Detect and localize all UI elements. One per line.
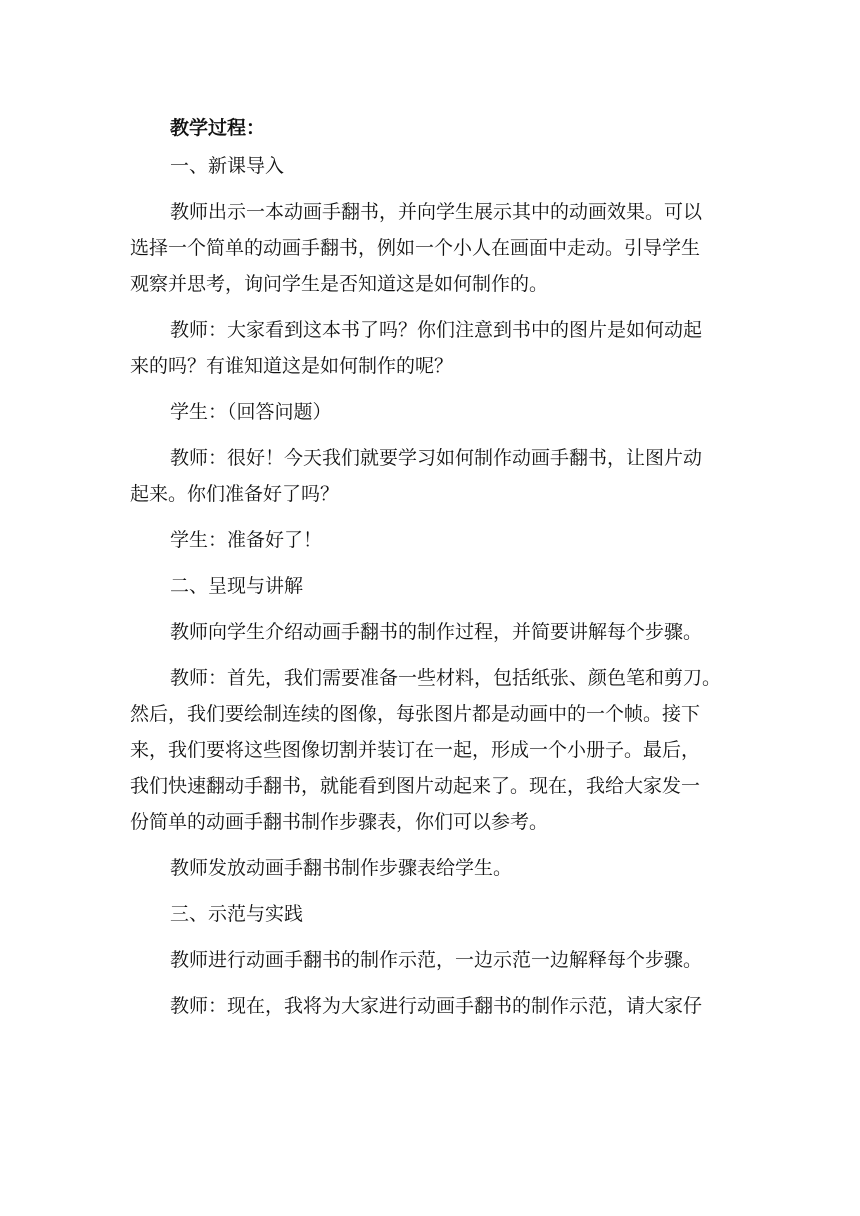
- text-line: 教师进行动画手翻书的制作示范，一边示范一边解释每个步骤。: [170, 949, 703, 971]
- text-line: 教师：大家看到这本书了吗？你们注意到书中的图片是如何动起: [170, 319, 703, 341]
- document-page: [130, 110, 730, 1024]
- text-line: 教师出示一本动画手翻书，并向学生展示其中的动画效果。可以: [170, 201, 703, 223]
- text-line: 起来。你们准备好了吗？: [130, 483, 340, 505]
- text-line: 选择一个简单的动画手翻书，例如一个小人在画面中走动。引导学生: [130, 237, 701, 259]
- text-line: 学生：（回答问题）: [170, 401, 332, 423]
- text-line: 来，我们要将这些图像切割并装订在一起，形成一个小册子。最后，: [130, 739, 701, 761]
- text-line: 学生：准备好了！: [170, 529, 323, 551]
- text-line: 教师向学生介绍动画手翻书的制作过程，并简要讲解每个步骤。: [170, 621, 703, 643]
- text-line: 三、示范与实践: [170, 903, 304, 925]
- document-body: [130, 148, 730, 1024]
- text-line: 我们快速翻动手翻书，就能看到图片动起来了。现在，我给大家发一: [130, 775, 701, 797]
- text-line: 教师发放动画手翻书制作步骤表给学生。: [170, 857, 513, 879]
- text-line: 然后，我们要绘制连续的图像，每张图片都是动画中的一个帧。接下: [130, 703, 701, 725]
- text-line: 观察并思考，询问学生是否知道这是如何制作的。: [130, 273, 549, 295]
- text-line: 教师：现在，我将为大家进行动画手翻书的制作示范，请大家仔: [170, 995, 703, 1017]
- section-heading: 教学过程：: [170, 117, 266, 139]
- text-line: 教师：首先，我们需要准备一些材料，包括纸张、颜色笔和剪刀。: [170, 667, 722, 689]
- text-line: 二、呈现与讲解: [170, 575, 304, 597]
- text-line: 来的吗？有谁知道这是如何制作的呢？: [130, 355, 454, 377]
- text-line: 份简单的动画手翻书制作步骤表，你们可以参考。: [130, 811, 549, 833]
- text-line: 一、新课导入: [170, 155, 285, 177]
- text-line: 教师：很好！今天我们就要学习如何制作动画手翻书，让图片动: [170, 447, 703, 469]
